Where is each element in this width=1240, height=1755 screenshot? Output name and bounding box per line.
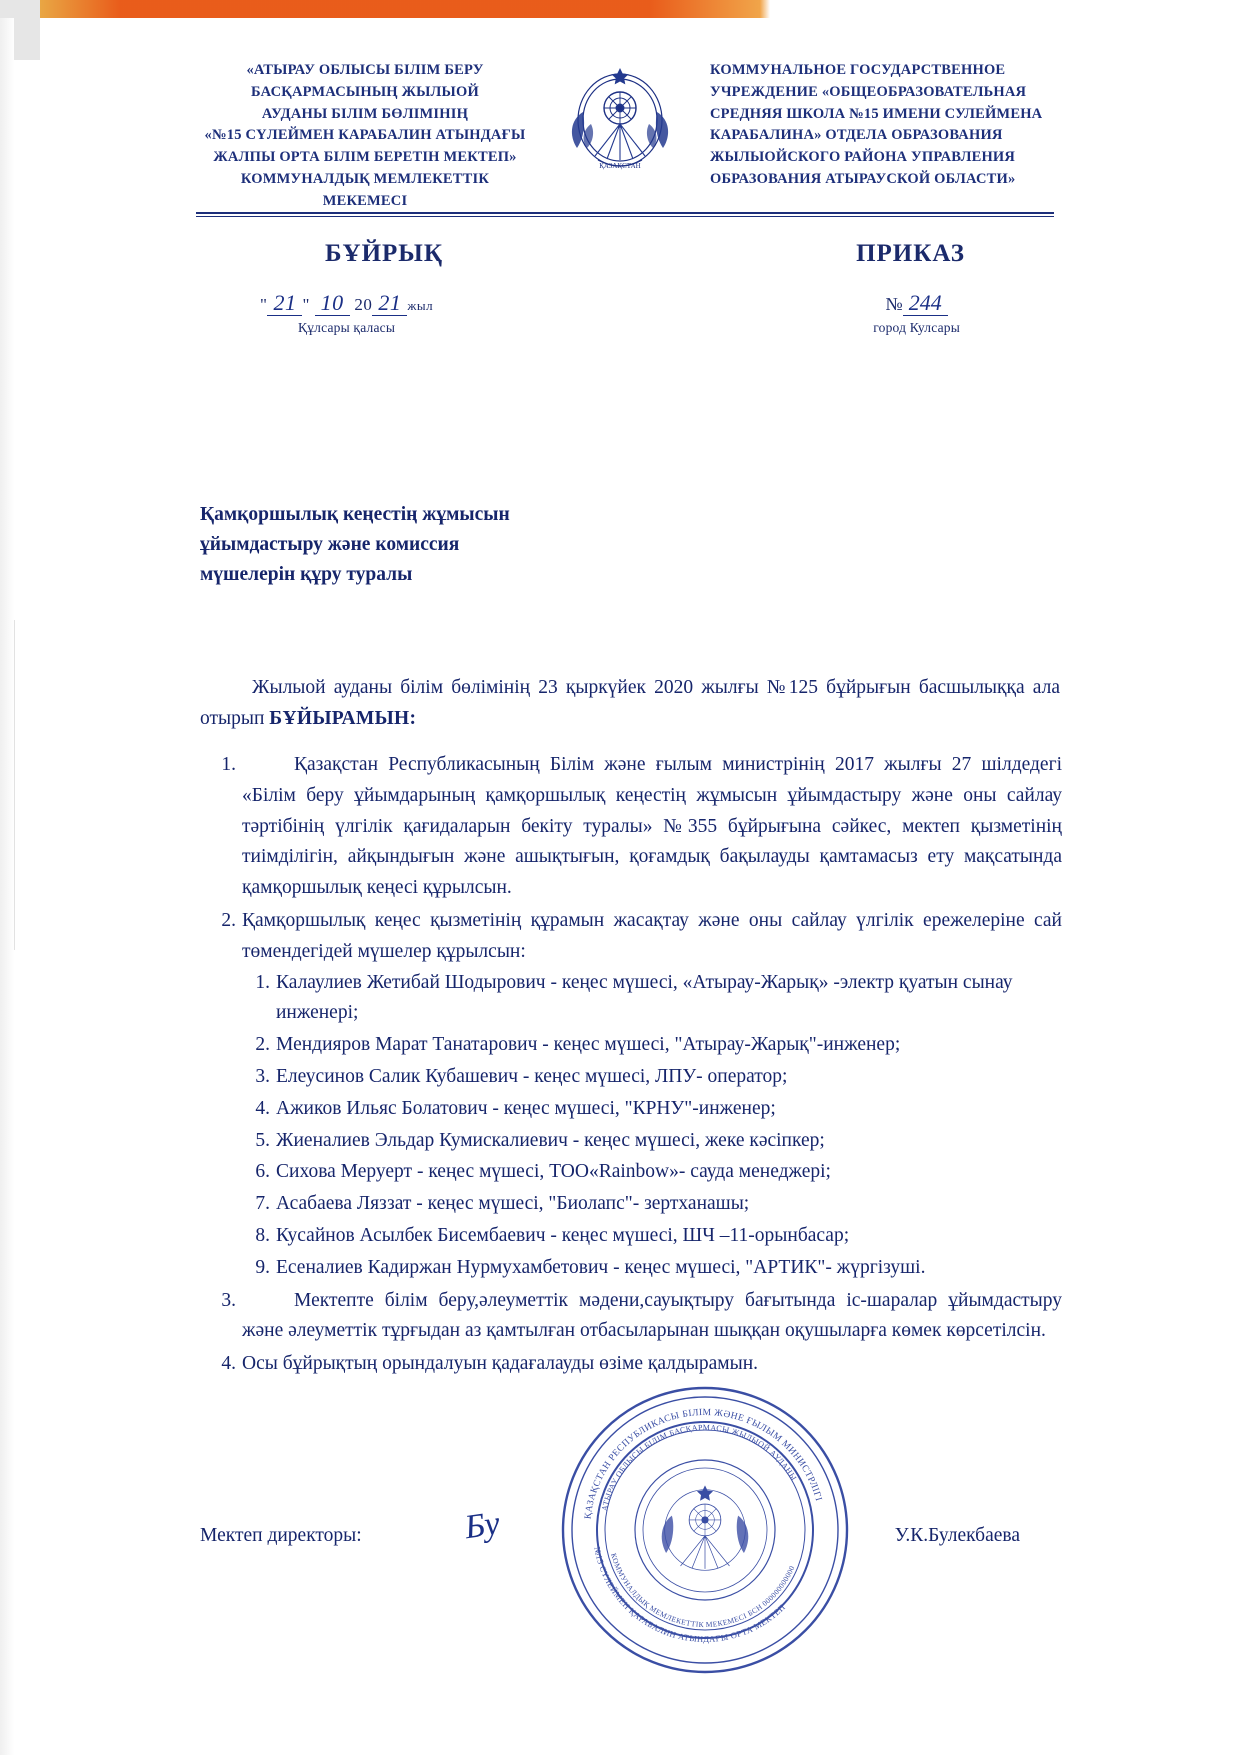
signature-role: [200, 1504, 503, 1547]
letterhead-kazakh-line-4: «№15 СҮЛЕЙМЕН КАРАБАЛИН АТЫНДАҒЫ: [204, 127, 526, 144]
svg-text:ҚАЗАҚСТАН: ҚАЗАҚСТАН: [599, 162, 641, 170]
svg-text:ҚАЗАҚСТАН РЕСПУБЛИКАСЫ БІЛІМ Ж: ҚАЗАҚСТАН РЕСПУБЛИКАСЫ БІЛІМ ЖӘНЕ ҒЫЛЫМ МИНИСТРЛІГІ: [583, 1407, 824, 1520]
council-member-8: Кусайнов Асылбек Бисембаевич - кеңес мүшесі, ШЧ –11-орынбасар;: [276, 1224, 850, 1246]
order-subject-line-2: ұйымдастыру және комиссия: [200, 534, 460, 556]
svg-text:КОММУНАЛДЫҚ МЕМЛЕКЕТТІК МЕКЕМЕ: КОММУНАЛДЫҚ МЕМЛЕКЕТТІК МЕКЕМЕСІ БСН 000000000000: [609, 1552, 797, 1630]
letterhead-kazakh: [200, 60, 530, 212]
letterhead-divider: [196, 212, 1054, 217]
order-year-prefix: 20: [354, 295, 373, 314]
order-subject-line-3: мүшелерін құру туралы: [200, 564, 413, 586]
page-fold-line: [14, 620, 15, 950]
order-preamble-keyword: БҰЙЫРАМЫН:: [269, 708, 417, 730]
letterhead-russian-line-2: УЧРЕЖДЕНИЕ «ОБЩЕОБРАЗОВАТЕЛЬНАЯ: [710, 83, 1027, 100]
number-label: №: [885, 294, 903, 314]
order-item-3: [242, 1286, 1062, 1348]
order-item-2: [242, 906, 1062, 1284]
scanner-artifact-band: [0, 0, 1240, 18]
order-subject-line-1: Қамқоршылық кеңестің жұмысын: [200, 504, 510, 525]
order-body: [200, 750, 1062, 1382]
letterhead: [200, 60, 1060, 212]
council-member-7: Асабаева Ляззат - кеңес мүшесі, "Биолапс"- зертханашы;: [276, 1193, 750, 1215]
letterhead-russian-line-4: КАРАБАЛИНА» ОТДЕЛА ОБРАЗОВАНИЯ: [710, 127, 1003, 144]
order-preamble-text: Жылыой ауданы білім бөлімінің 23 қыркүйек 2020 жылғы №125 бұйрығын басшылыққа ала отырып: [200, 677, 1060, 730]
letterhead-russian: [710, 60, 1060, 191]
order-item-list: [200, 750, 1062, 1380]
letterhead-kazakh-line-3: АУДАНЫ БІЛІМ БӨЛІМІНІҢ: [261, 105, 469, 122]
order-number-value: 244: [903, 292, 948, 316]
order-number-block: [873, 292, 960, 336]
quote-open: ": [260, 295, 268, 314]
council-member-3: Елеусинов Салик Кубашевич - кеңес мүшесі, ЛПУ- оператор;: [276, 1065, 788, 1087]
council-member-9: Есеналиев Кадиржан Нурмухамбетович - кеңес мүшесі, "АРТИК"- жүргізуші.: [276, 1256, 926, 1278]
order-item-1: [242, 750, 1062, 904]
order-title-kazakh: БҰЙРЫҚ: [325, 240, 443, 267]
council-member-5: Жиеналиев Эльдар Кумискалиевич - кеңес мүшесі, жеке кәсіпкер;: [276, 1129, 825, 1151]
council-members-list: [242, 968, 1062, 1284]
svg-text:№15 СҮЛЕЙМЕН ҚАРАБАЛИН АТЫНДАҒ: №15 СҮЛЕЙМЕН ҚАРАБАЛИН АТЫНДАҒЫ ОРТА МЕКТЕП: [592, 1545, 788, 1645]
council-member-1: Калаулиев Жетибай Шодырович - кеңес мүшесі, «Атырау-Жарық» -электр қуатын сынау инженері;: [276, 971, 1013, 1024]
order-date-block: [260, 292, 433, 336]
order-meta-row: [200, 292, 1060, 336]
order-number-line: [873, 292, 960, 316]
order-item-3-text: Мектепте білім беру,әлеуметтік мәдени,сауықтыру бағытында іс-шаралар ұйымдастыру және әлеуметтік тұрғыдан аз қамтылған отбасыларынан шыққан оқушыларға көмек көрсетілсін.: [242, 1289, 1062, 1342]
order-title-russian: ПРИКАЗ: [856, 240, 965, 267]
order-day: 21: [267, 292, 302, 316]
order-item-1-text: Қазақстан Республикасының Білім және ғылым министрінің 2017 жылғы 27 шілдедегі «Білім беру ұйымдарының қамқоршылық кеңестің жұмысын ұйымдастыру және оны сайлау тәртібінің үлгілік қағидаларын бекіту туралы» №355 бұйрығына сәйкес, мектеп қызметінің тиімділігін, айқындығын және ашықтығын, қоғамдық бақылауды қамтамасыз ету мақсатында қамқоршылық кеңесі құрылсын.: [242, 754, 1062, 899]
order-title-row: [200, 240, 1060, 268]
letterhead-kazakh-line-1: «АТЫРАУ ОБЛЫСЫ БІЛІМ БЕРУ: [246, 62, 484, 78]
order-item-2-text: Қамқоршылық кеңес қызметінің құрамын жасақтау және оны сайлау үлгілік ережелеріне сай төмендегідей мүшелер құрылсын:: [242, 909, 1062, 962]
page-edge-shadow: [0, 18, 14, 1755]
order-year-suffix: 21: [372, 292, 407, 316]
letterhead-russian-line-6: ОБРАЗОВАНИЯ АТЫРАУСКОЙ ОБЛАСТИ»: [710, 170, 1016, 187]
kazakhstan-coat-of-arms-icon: [565, 60, 675, 185]
letterhead-kazakh-line-2: БАСҚАРМАСЫНЫҢ ЖЫЛЫОЙ: [251, 83, 479, 100]
svg-text:АТЫРАУ ОБЛЫСЫ БІЛІМ БАСҚАРМАСЫ: АТЫРАУ ОБЛЫСЫ БІЛІМ БАСҚАРМАСЫ ЖЫЛЫОЙ АУДАНЫ: [599, 1422, 799, 1512]
order-year-word: жыл: [407, 298, 434, 313]
order-date-line: [260, 292, 433, 316]
signature-row: [200, 1504, 1060, 1547]
order-city-kazakh: Құлсары қаласы: [298, 320, 396, 335]
council-member-2: Мендияров Марат Танатарович - кеңес мүшесі, "Атырау-Жарық"-инженер;: [276, 1034, 901, 1056]
order-item-4: [242, 1349, 1062, 1380]
letterhead-russian-line-1: КОММУНАЛЬНОЕ ГОСУДАРСТВЕННОЕ: [710, 62, 1006, 78]
letterhead-kazakh-line-5: ЖАЛПЫ ОРТА БІЛІМ БЕРЕТІН МЕКТЕП»: [213, 149, 517, 165]
order-month: 10: [315, 292, 350, 316]
signature-name: У.К.Булекбаева: [894, 1525, 1020, 1546]
order-item-4-text: Осы бұйрықтың орындалуын қадағалауды өзіме қалдырамын.: [242, 1353, 759, 1375]
order-subject: [200, 500, 720, 591]
handwritten-signature: Бу: [462, 1504, 503, 1547]
order-city-russian: город Кулсары: [873, 320, 960, 335]
order-preamble: [200, 672, 1060, 734]
quote-close: ": [302, 295, 310, 314]
signature-role-label: Мектеп директоры:: [200, 1525, 362, 1546]
letterhead-russian-line-3: СРЕДНЯЯ ШКОЛА №15 ИМЕНИ СУЛЕЙМЕНА: [710, 105, 1043, 122]
council-member-4: Ажиков Ильяс Болатович - кеңес мүшесі, "КРНУ"-инженер;: [276, 1097, 776, 1119]
letterhead-russian-line-5: ЖЫЛЫОЙСКОГО РАЙОНА УПРАВЛЕНИЯ: [710, 149, 1016, 165]
letterhead-kazakh-line-6: КОММУНАЛДЫҚ МЕМЛЕКЕТТІК МЕКЕМЕСІ: [240, 170, 490, 209]
council-member-6: Сихова Меруерт - кеңес мүшесі, ТОО«Rainbow»- сауда менеджері;: [276, 1161, 831, 1183]
